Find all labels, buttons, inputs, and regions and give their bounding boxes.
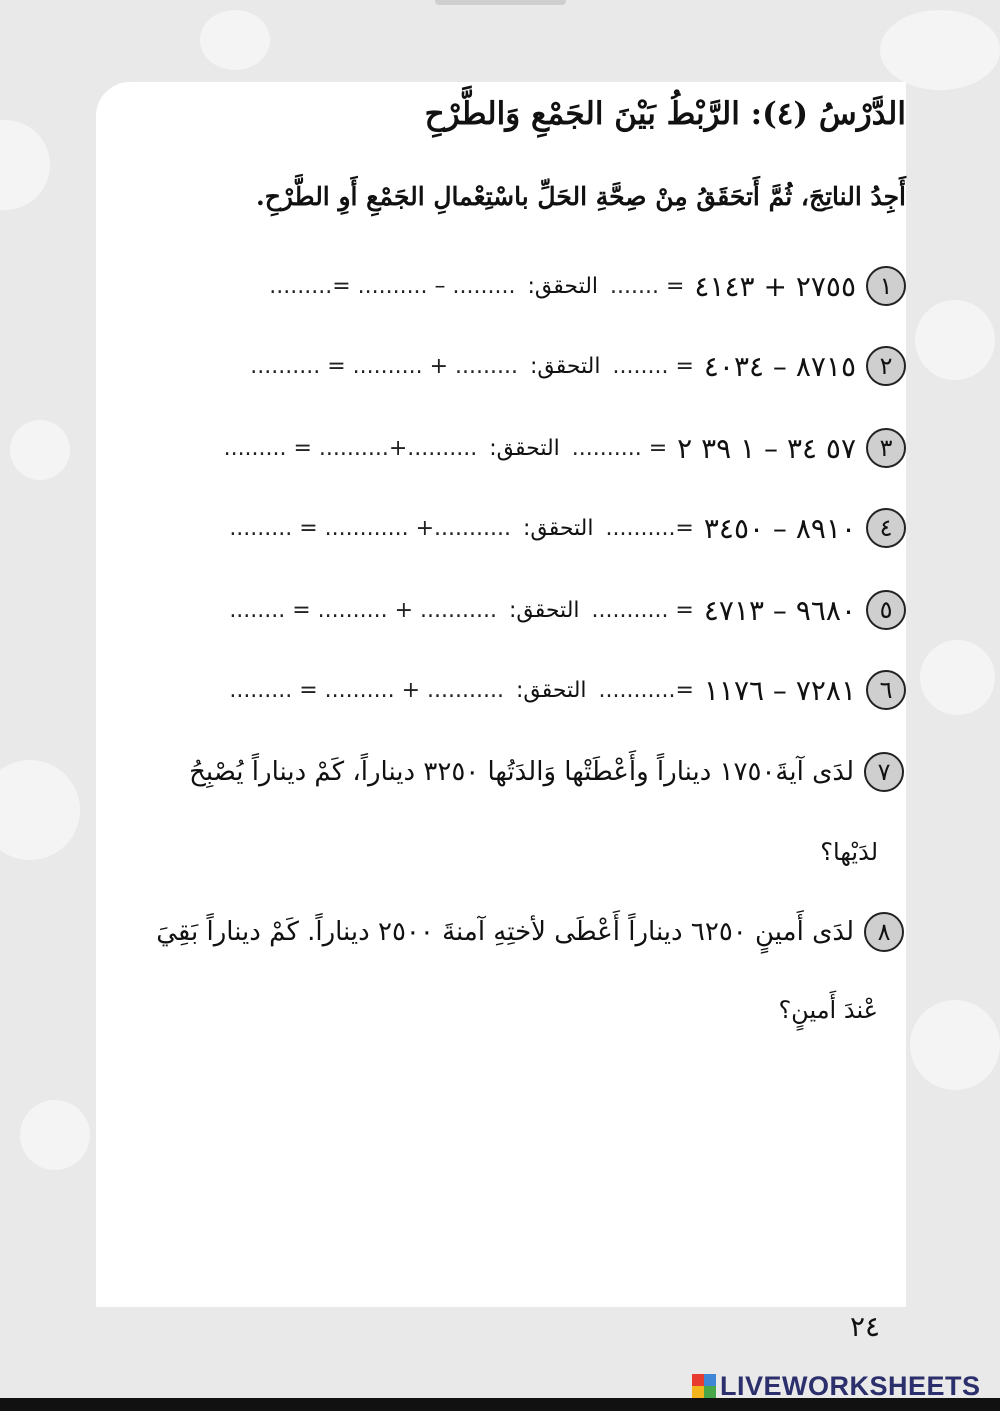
exercise-number: ٥ [866, 590, 906, 630]
exercise-row [86, 588, 906, 632]
verify-label: التحقق: [529, 353, 601, 379]
problem-text-continuation: عْندَ أَمينٍ؟ [778, 996, 878, 1024]
brand-logo-icon [692, 1374, 716, 1398]
liveworksheets-brand[interactable] [692, 1372, 981, 1400]
background-bubble [915, 300, 995, 380]
exercise-number: ١ [866, 266, 906, 306]
verify-blank[interactable]: ..........+.......... = ......... [223, 435, 478, 461]
answer-blank[interactable]: = ........... [591, 597, 694, 623]
exercise-row [86, 344, 906, 388]
problem-number: ٨ [864, 912, 904, 952]
problem-text-continuation: لدَيْها؟ [820, 838, 878, 866]
verify-blank[interactable]: ........... + .......... = ......... [229, 677, 504, 703]
verify-blank[interactable]: ......... + .......... = .......... [250, 353, 518, 379]
background-bubble [0, 120, 50, 210]
exercise-expression: ٢٧٥٥ + ٤١٤٣ [694, 269, 856, 303]
background-bubble [910, 1000, 1000, 1090]
exercise-row [86, 506, 906, 550]
problem-text: لدَى أَمينٍ ٦٢٥٠ ديناراً أَعْطَى لأختِهِ آمنةَ ٢٥٠٠ ديناراً. كَمْ ديناراً بَقِيَ [156, 917, 854, 947]
problem-text: لدَى آيةَ١٧٥٠ ديناراً وأَعْطَتْها وَالدَتُها ٣٢٥٠ ديناراً، كَمْ ديناراً يُصْبِحُ [189, 757, 854, 787]
verify-label: التحقق: [489, 435, 560, 461]
verify-label: التحقق: [527, 273, 599, 299]
exercise-number: ٦ [866, 670, 906, 710]
background-bubble [880, 10, 1000, 90]
page-number: ٢٤ [850, 1310, 881, 1343]
background-bubble [10, 420, 70, 480]
verify-label: التحقق: [508, 597, 580, 623]
background-bubble [920, 640, 995, 715]
background-bubble [0, 760, 80, 860]
answer-blank[interactable]: =.......... [605, 515, 694, 541]
answer-blank[interactable]: = ........ [612, 353, 694, 379]
problem-number: ٧ [864, 752, 904, 792]
exercise-expression: ٨٩١٠ – ٣٤٥٠ [703, 511, 856, 545]
top-handle [435, 0, 566, 5]
exercise-number: ٢ [866, 346, 906, 386]
lesson-instruction: أَجِدُ الناتِجَ، ثُمَّ أَتحَقَقُ مِنْ صِحَّةِ الحَلِّ باسْتِعْمالِ الجَمْعِ أَوِ الطَّرْحِ. [256, 182, 906, 211]
exercise-row [86, 264, 906, 308]
answer-blank[interactable]: = ....... [610, 273, 685, 299]
verify-blank[interactable]: ........... + .......... = ........ [229, 597, 497, 623]
exercise-row [86, 426, 906, 470]
verify-blank[interactable]: ...........+ ............ = ......... [229, 515, 511, 541]
exercise-expression: ٧٢٨١ – ١١٧٦ [703, 673, 856, 707]
exercise-number: ٣ [866, 428, 906, 468]
exercise-number: ٤ [866, 508, 906, 548]
lesson-title: الدَّرْسُ (٤): الرَّبْطُ بَيْنَ الجَمْعِ وَالطَّرْحِ [424, 96, 906, 132]
background-bubble [20, 1100, 90, 1170]
verify-label: التحقق: [522, 515, 594, 541]
exercise-expression: ٥٧ ٣٤ – ١ ٣٩ ٢ [677, 431, 856, 465]
answer-blank[interactable]: = .......... [571, 435, 668, 461]
exercise-expression: ٩٦٨٠ – ٤٧١٣ [703, 593, 856, 627]
verify-label: التحقق: [515, 677, 587, 703]
brand-name: LIVEWORKSHEETS [720, 1370, 981, 1401]
exercise-row [86, 668, 906, 712]
exercise-expression: ٨٧١٥ – ٤٠٣٤ [703, 349, 856, 383]
word-problem [84, 912, 904, 952]
verify-blank[interactable]: ......... – .......... =......... [269, 273, 516, 299]
background-bubble [200, 10, 270, 70]
answer-blank[interactable]: =........... [598, 677, 694, 703]
word-problem [84, 752, 904, 792]
